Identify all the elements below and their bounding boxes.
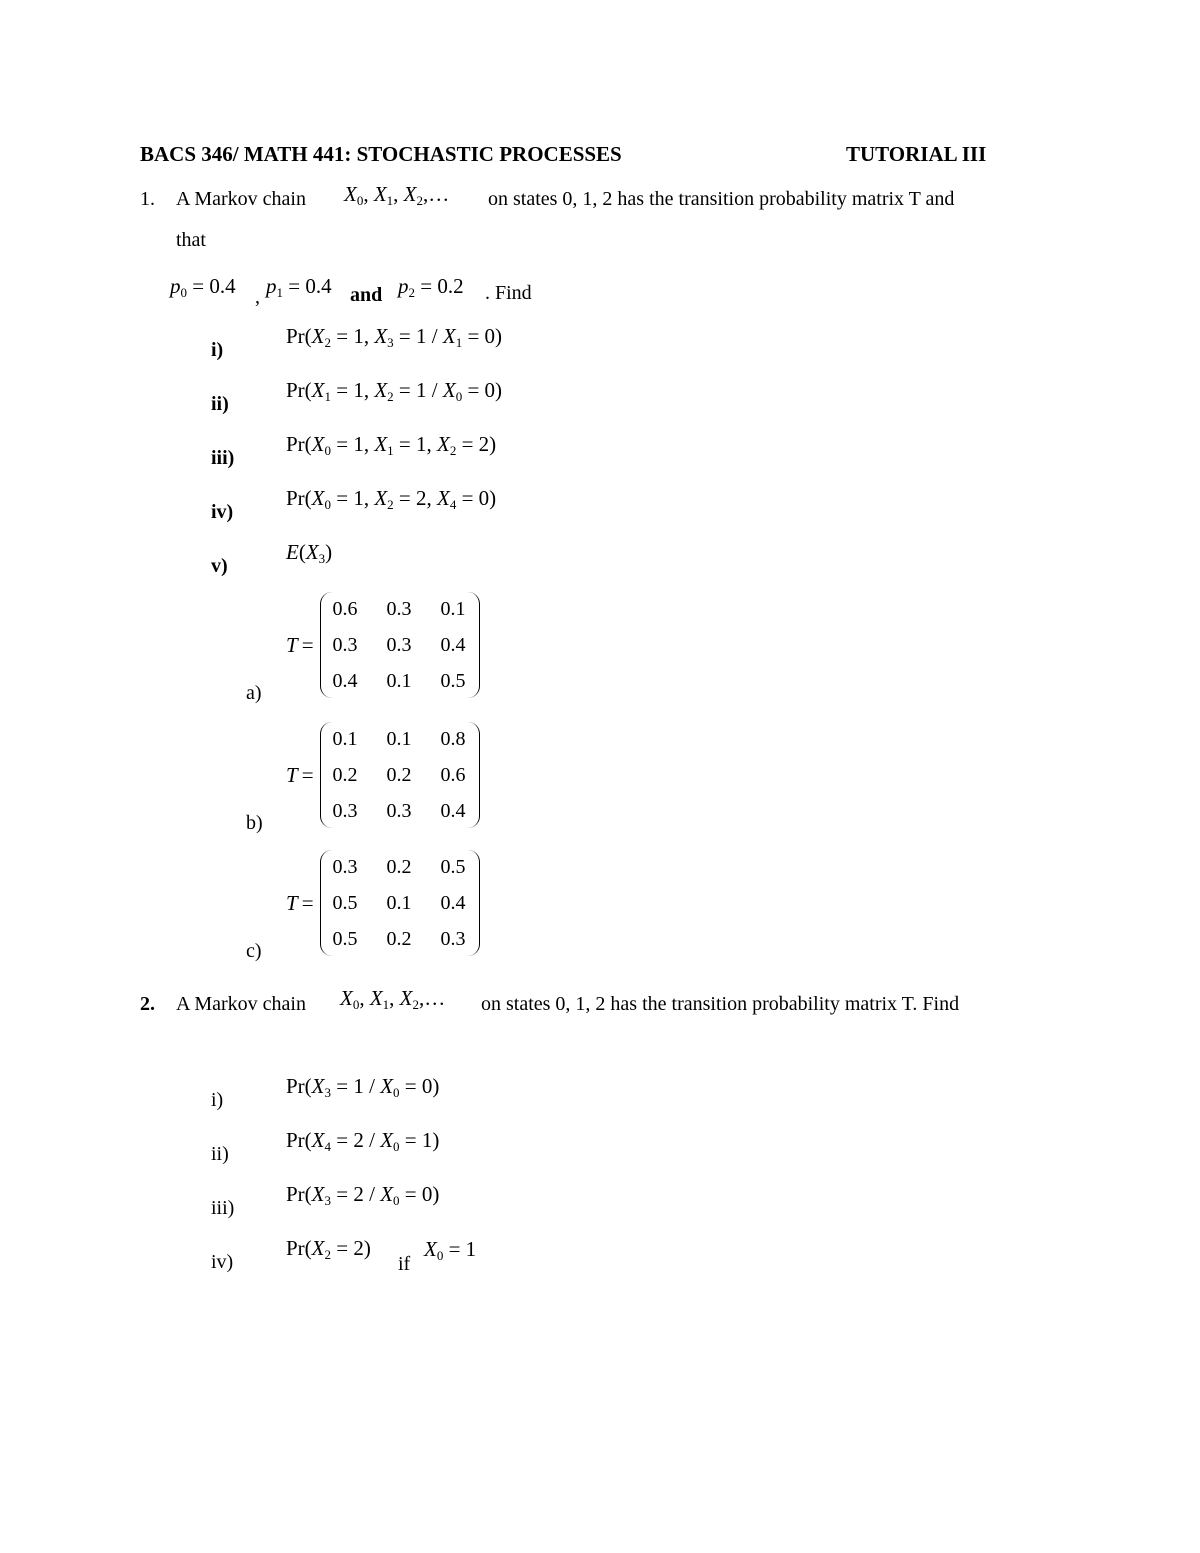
matrix-cell: 0.4 (440, 800, 466, 822)
matrix-cell: 0.3 (386, 634, 412, 656)
transition-matrix (286, 722, 480, 828)
tutorial-title: TUTORIAL III (846, 142, 987, 166)
q1-init-find: . Find (485, 282, 532, 304)
matrix-equals: = (301, 762, 314, 787)
q1-part-label: i) (211, 339, 224, 361)
q2-part-label: ii) (211, 1143, 229, 1165)
q2-part-expression: $Pr(X_3 = 2 / X_0 = 0)$ (286, 1182, 440, 1208)
q1-part-expression: $Pr(X_2 = 1$, $X_3 = 1 / X_1 = 0$) (286, 324, 503, 350)
q1-part-label: ii) (211, 393, 229, 415)
q2-part-expression: $Pr(X_2 = 2)$ (286, 1236, 371, 1262)
q1-part-expression: $Pr(X_1 = 1$, $X_2 = 1 / X_0 = 0$) (286, 378, 503, 404)
q1-part-label: iv) (211, 501, 234, 523)
transition-matrix (286, 850, 480, 956)
matrix-cell: 0.6 (332, 598, 358, 620)
q2-intro-prefix: A Markov chain (176, 993, 306, 1015)
q1-number: 1. (140, 188, 155, 210)
q2-iv-condition: $X_0 = 1$ (424, 1237, 477, 1263)
matrix-symbol: T (286, 762, 298, 787)
matrix-equals: = (301, 890, 314, 915)
matrix-cell: 0.3 (332, 634, 358, 656)
q1-init-p1: $p_1 = 0.4$ (266, 274, 332, 300)
matrix-cell: 0.2 (332, 764, 358, 786)
matrix-cell: 0.4 (332, 670, 358, 692)
matrix-brackets (320, 850, 480, 956)
q1-part-label: v) (211, 555, 228, 577)
matrix-option-label: a) (246, 682, 262, 704)
q1-chain-expression: $X_0$, $X_1$, $X_2,\dots$ (344, 182, 450, 208)
q2-iv-if: if (398, 1253, 411, 1275)
q2-part-label: iii) (211, 1197, 235, 1219)
transition-matrix (286, 592, 480, 698)
q1-part-expression: $E(X_3)$ (286, 540, 333, 566)
q1-part-expression: $Pr(X_0 = 1$, $X_1 = 1$, $X_2 = 2$) (286, 432, 497, 458)
matrix-equals: = (301, 632, 314, 657)
matrix-cell: 0.2 (386, 928, 412, 950)
matrix-cell: 0.4 (440, 892, 466, 914)
q1-intro-line2: that (176, 229, 206, 251)
matrix-grid (325, 594, 475, 696)
matrix-cell: 0.1 (386, 670, 412, 692)
q1-part-expression: $Pr(X_0 = 1$, $X_2 = 2$, $X_4 = 0$) (286, 486, 497, 512)
matrix-cell: 0.6 (440, 764, 466, 786)
q2-number: 2. (140, 993, 155, 1015)
matrix-cell: 0.1 (386, 892, 412, 914)
matrix-cell: 0.8 (440, 728, 466, 750)
matrix-grid (325, 724, 475, 826)
q2-intro-suffix: on states 0, 1, 2 has the transition probability matrix T. Find (481, 993, 960, 1015)
matrix-grid (325, 852, 475, 954)
matrix-cell: 0.1 (440, 598, 466, 620)
matrix-cell: 0.2 (386, 764, 412, 786)
q1-init-p0: $p_0 = 0.4$ (170, 274, 236, 300)
q2-part-expression: $Pr(X_3 = 1 / X_0 = 0)$ (286, 1074, 440, 1100)
matrix-option-label: c) (246, 940, 262, 962)
q1-init-and: and (350, 284, 383, 306)
matrix-cell: 0.5 (440, 670, 466, 692)
q1-init-p2: $p_2 = 0.2$ (398, 274, 464, 300)
matrix-symbol: T (286, 890, 298, 915)
matrix-cell: 0.3 (332, 800, 358, 822)
matrix-cell: 0.1 (386, 728, 412, 750)
matrix-option-label: b) (246, 812, 263, 834)
q1-init-comma: , (255, 286, 260, 308)
matrix-symbol: T (286, 632, 298, 657)
matrix-cell: 0.2 (386, 856, 412, 878)
matrix-cell: 0.4 (440, 634, 466, 656)
matrix-cell: 0.3 (386, 800, 412, 822)
matrix-cell: 0.5 (440, 856, 466, 878)
q1-intro-prefix: A Markov chain (176, 188, 306, 210)
q1-intro-suffix: on states 0, 1, 2 has the transition probability matrix T and (488, 188, 955, 210)
matrix-cell: 0.1 (332, 728, 358, 750)
matrix-brackets (320, 722, 480, 828)
q2-part-label: iv) (211, 1251, 234, 1273)
matrix-cell: 0.3 (386, 598, 412, 620)
matrix-brackets (320, 592, 480, 698)
matrix-cell: 0.3 (332, 856, 358, 878)
q2-chain-expression: $X_0$, $X_1$, $X_2,\dots$ (340, 986, 446, 1012)
q2-part-label: i) (211, 1089, 224, 1111)
matrix-cell: 0.3 (440, 928, 466, 950)
matrix-cell: 0.5 (332, 928, 358, 950)
q1-part-label: iii) (211, 447, 235, 469)
matrix-cell: 0.5 (332, 892, 358, 914)
course-title: BACS 346/ MATH 441: STOCHASTIC PROCESSES (140, 142, 622, 166)
q2-part-expression: $Pr(X_4 = 2 / X_0 = 1)$ (286, 1128, 440, 1154)
